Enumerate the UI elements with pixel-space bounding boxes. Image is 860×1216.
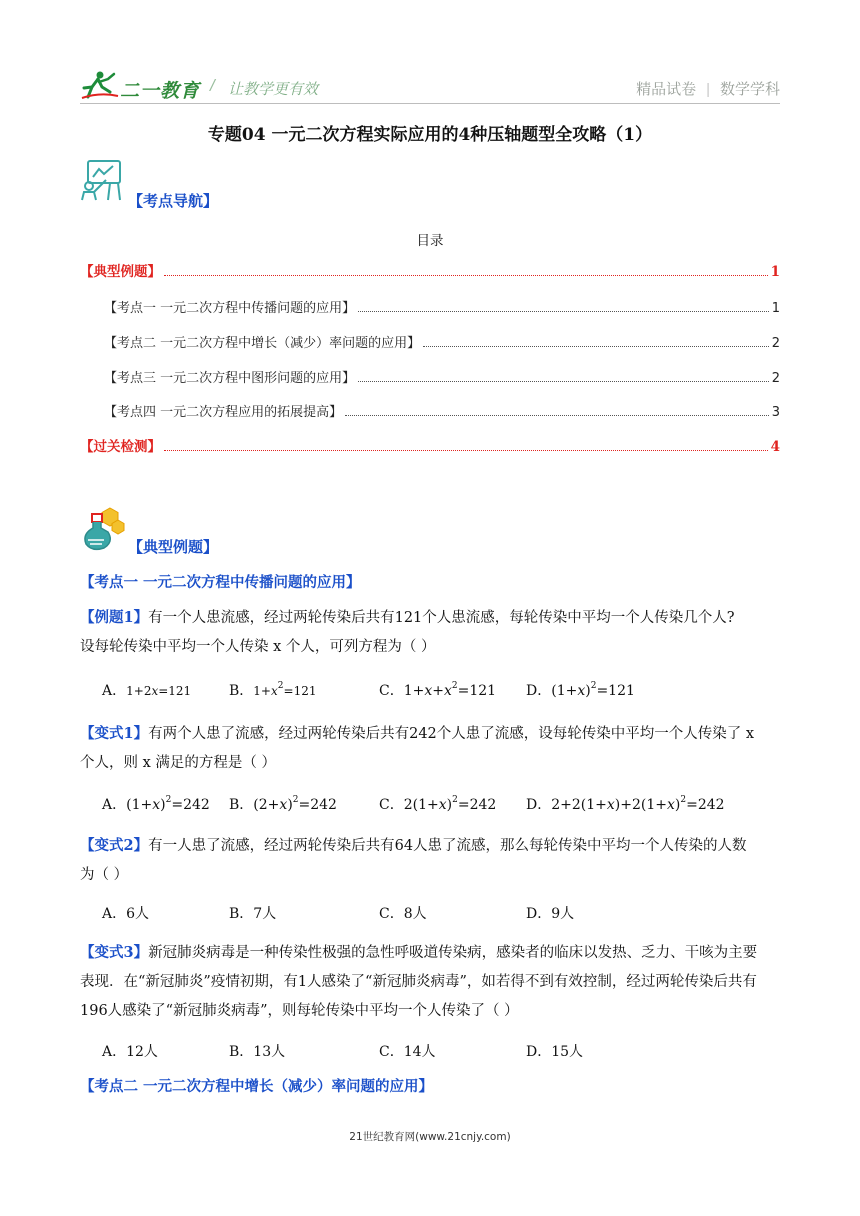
topic-1-heading: 【考点一 一元二次方程中传播问题的应用】	[80, 574, 361, 591]
toc-page: 2	[771, 371, 780, 386]
logo-slogan: 让教学更有效	[228, 81, 319, 98]
toc-leader	[358, 311, 769, 312]
option-label: A．	[102, 683, 127, 699]
toc-item-checkpoint[interactable]	[80, 435, 780, 455]
example-1-line-1	[80, 603, 782, 633]
option-d[interactable]: D．15人	[526, 1044, 584, 1060]
option-label: C．	[379, 797, 404, 813]
variant-1-line-1	[80, 719, 782, 749]
section-heading-typical-examples: 【典型例题】	[128, 538, 219, 556]
toc-leader	[423, 346, 769, 347]
option-b[interactable]: B．13人	[229, 1044, 286, 1060]
toc-label: 【过关检测】	[80, 439, 161, 455]
toc-label: 【考点一 一元二次方程中传播问题的应用】	[104, 301, 356, 316]
option-a[interactable]: A．12人	[102, 1044, 158, 1060]
option-c[interactable]: C．$1+x+x^2=121$	[379, 681, 497, 699]
option-c[interactable]: C．$2(1+x)^2=242$	[379, 795, 497, 813]
variant-2-text: 有一人患了流感，经过两轮传染后共有64人患了流感，那么每轮传染中平均一个人传染的人数	[148, 838, 747, 854]
header-separator: |	[706, 81, 710, 98]
option-a[interactable]: A．$(1+x)^2=242$	[102, 795, 210, 813]
header-label-paper: 精品试卷	[636, 81, 697, 98]
page-header	[80, 62, 780, 106]
option-label: D．	[526, 797, 552, 813]
example-1-text: 有一个人患流感，经过两轮传染后共有121个人患流感，每轮传染中平均一个人传染几个人?	[148, 610, 735, 626]
option-label: B．	[229, 683, 254, 699]
logo-slash: /	[210, 76, 215, 95]
toc-page: 3	[771, 405, 780, 420]
variant-3-options	[102, 1041, 782, 1065]
option-c[interactable]: C．14人	[379, 1044, 436, 1060]
toc-label: 【考点四 一元二次方程应用的拓展提高】	[104, 405, 343, 420]
variant-2-tag: 【变式2】	[80, 837, 149, 854]
toc-heading: 目录	[416, 233, 444, 249]
variant-3-line-3: 196人感染了“新冠肺炎病毒”，则每轮传染中平均一个人传染了（ ）	[80, 1003, 519, 1019]
option-label: C．	[379, 683, 404, 699]
example-1	[80, 603, 782, 662]
header-label-subject: 数学学科	[719, 81, 780, 98]
variant-2-options	[102, 903, 782, 927]
variant-2-line-2: 为（ ）	[80, 867, 129, 883]
option-label: A．	[102, 797, 127, 813]
option-c[interactable]: C．8人	[379, 906, 427, 922]
option-b[interactable]: B．$1+x^2=121$	[229, 681, 317, 699]
variant-1-text: 有两个人患了流感，经过两轮传染后共有242个人患了流感，设每轮传染中平均一个人传染了 x	[148, 726, 755, 742]
toc-item-topic-1[interactable]	[104, 296, 780, 316]
toc-item-topic-4[interactable]	[104, 400, 780, 420]
example-1-options	[102, 680, 782, 704]
option-a[interactable]: A．6人	[102, 906, 150, 922]
variant-3	[80, 938, 782, 1026]
toc-label: 【典型例题】	[80, 264, 161, 280]
option-d[interactable]: D．$2+2(1+x)+2(1+x)^2=242$	[526, 795, 725, 813]
variant-3-line-1	[80, 938, 782, 968]
header-right	[636, 78, 780, 99]
flask-icon	[80, 506, 126, 552]
variant-2-line-1	[80, 831, 782, 861]
toc-page: 2	[771, 336, 780, 351]
option-a[interactable]: A．1+2x=121	[102, 683, 192, 699]
runner-logo-icon	[80, 70, 120, 100]
toc-item-typical-examples[interactable]	[80, 260, 780, 280]
page-title: 专题04 一元二次方程实际应用的4种压轴题型全攻略（1）	[207, 125, 653, 145]
variant-1-options	[102, 794, 782, 818]
example-1-line-2: 设每轮传染中平均一个人传染 x 个人，可列方程为（ ）	[80, 639, 436, 655]
toc-item-topic-2[interactable]	[104, 331, 780, 351]
toc-label: 【考点二 一元二次方程中增长（减少）率问题的应用】	[104, 336, 421, 351]
variant-3-text: 新冠肺炎病毒是一种传染性极强的急性呼吸道传染病，感染者的临床以发热、乏力、干咳为主要	[148, 945, 758, 961]
logo-text: 二一教育	[120, 81, 201, 102]
variant-1-tag: 【变式1】	[80, 725, 149, 742]
variant-1	[80, 719, 782, 778]
option-b[interactable]: B．7人	[229, 906, 277, 922]
toc-leader	[358, 381, 769, 382]
variant-2	[80, 831, 782, 890]
variant-1-line-2: 个人，则 x 满足的方程是（ ）	[80, 755, 277, 771]
toc-page: 1	[770, 264, 780, 280]
chalkboard-teacher-icon	[80, 158, 124, 202]
toc-leader	[345, 415, 769, 416]
page-footer: 21世纪教育网(www.21cnjy.com)	[349, 1131, 511, 1143]
toc-leader	[164, 450, 768, 451]
nav-heading: 【考点导航】	[128, 192, 219, 210]
toc-item-topic-3[interactable]	[104, 366, 780, 386]
variant-3-line-2: 表现．在“新冠肺炎”疫情初期，有1人感染了“新冠肺炎病毒”，如若得不到有效控制，经过两轮传染后共有	[80, 974, 757, 990]
option-b[interactable]: B．$(2+x)^2=242$	[229, 795, 337, 813]
toc-leader	[164, 275, 768, 276]
option-label: B．	[229, 797, 254, 813]
example-1-tag: 【例题1】	[80, 609, 149, 626]
topic-2-heading: 【考点二 一元二次方程中增长（减少）率问题的应用】	[80, 1078, 434, 1095]
variant-3-tag: 【变式3】	[80, 944, 149, 961]
option-d[interactable]: D．$(1+x)^2=121$	[526, 681, 635, 699]
option-label: D．	[526, 683, 552, 699]
option-d[interactable]: D．9人	[526, 906, 575, 922]
toc-page: 1	[771, 301, 780, 316]
toc-page: 4	[770, 439, 780, 455]
toc-label: 【考点三 一元二次方程中图形问题的应用】	[104, 371, 356, 386]
header-divider	[80, 103, 780, 104]
